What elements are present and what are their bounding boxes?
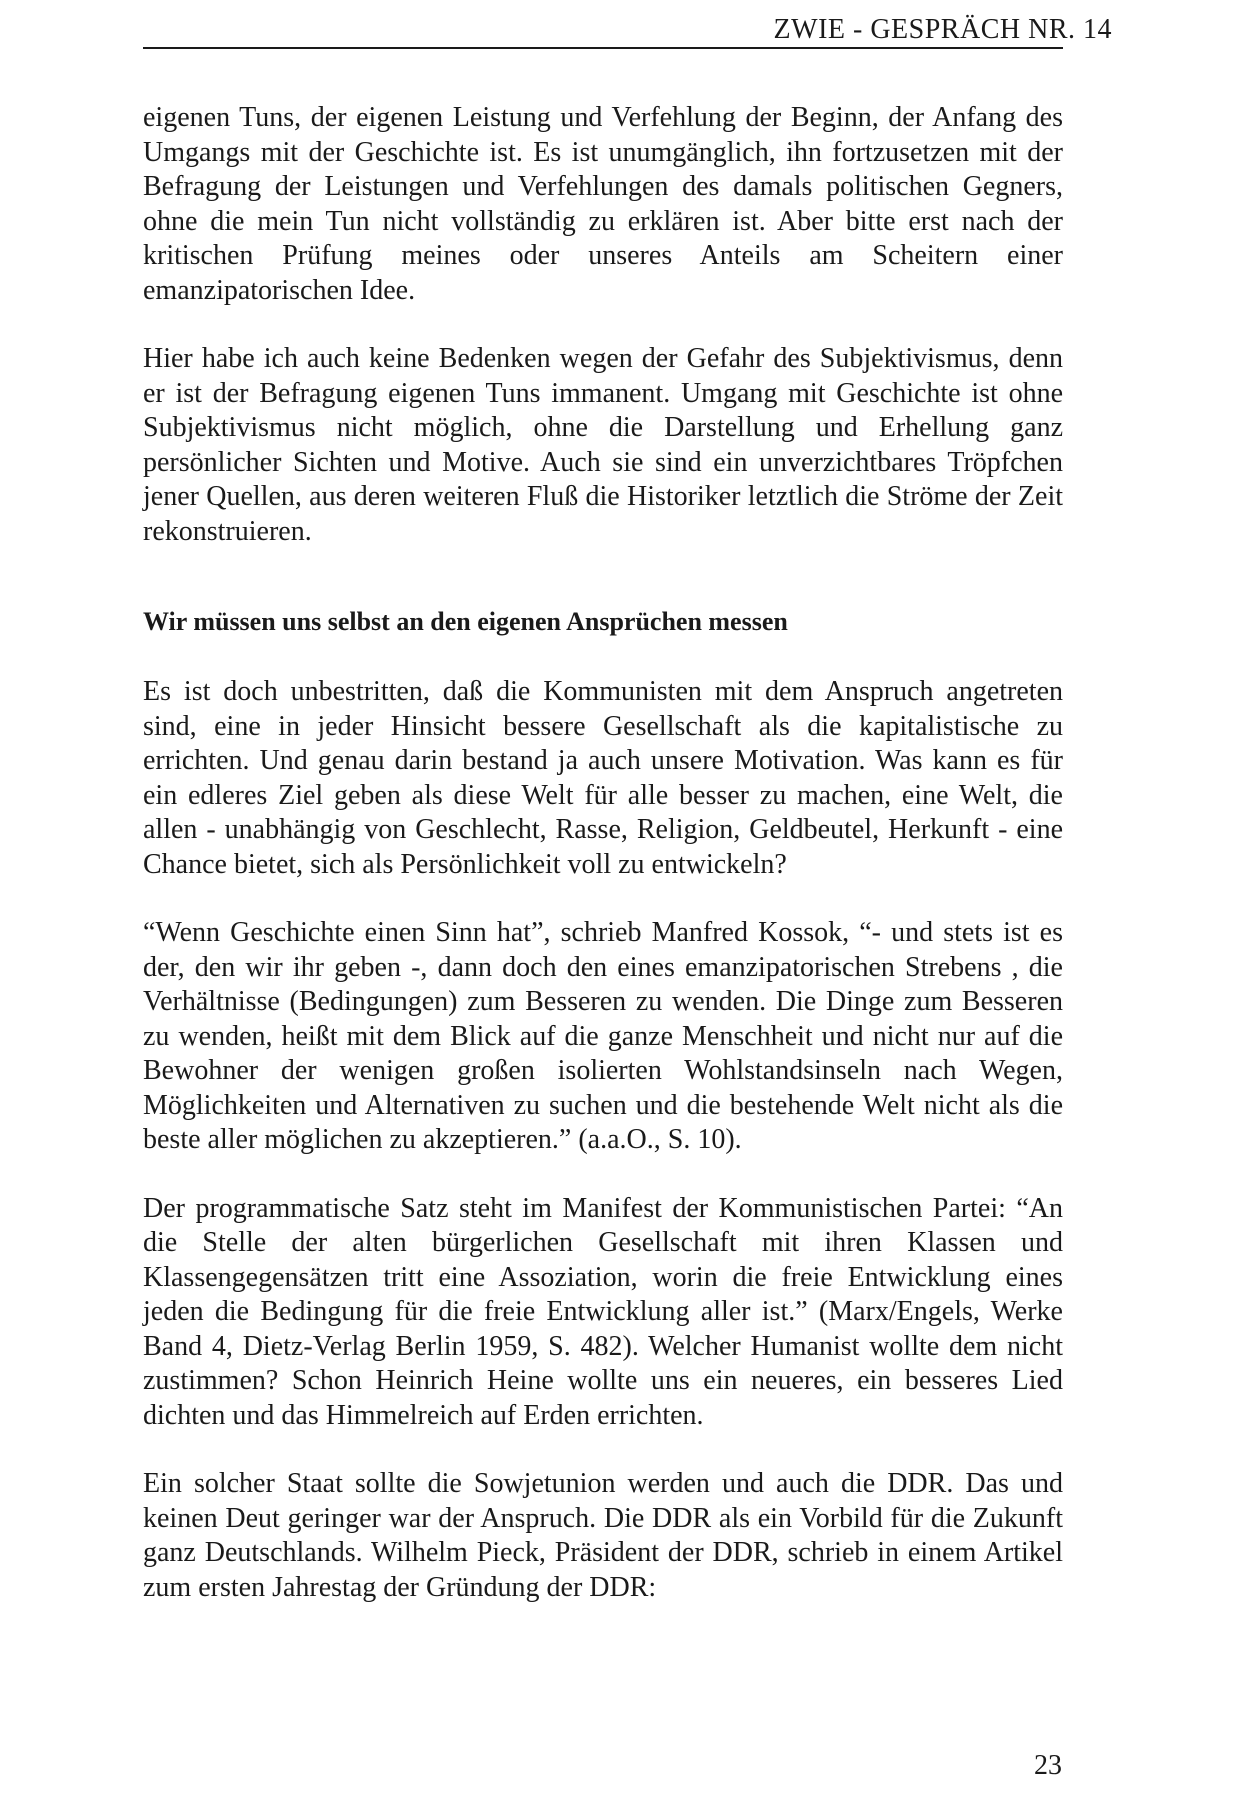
paragraph: Es ist doch unbestritten, daß die Kommunisten mit dem Anspruch angetreten sind, eine in jeder Hinsicht bessere Gesellschaft als die kapitalistische zu errichten. Und genau darin bestand ja auch unsere Motivation. Was kann es für ein edleres Ziel geben als diese Welt für alle besser zu machen, eine Welt, die allen - unabhängig von Geschlecht, Rasse, Religion, Geldbeutel, Herkunft - eine Chance bietet, sich als Persönlichkeit voll zu entwickeln? [143,676,1063,880]
paragraph: eigenen Tuns, der eigenen Leistung und Verfehlung der Beginn, der Anfang des Umgangs mit der Geschichte ist. Es ist unumgänglich, ihn fortzusetzen mit der Befragung der Leistungen und Verfehlungen des damals politischen Gegners, ohne die mein Tun nicht vollständig zu erklären ist. Aber bitte erst nach der kritischen Prüfung meines oder unseres Anteils am Scheitern einer emanzipatorischen Idee. [143,102,1063,306]
page-number: 23 [1034,1750,1062,1781]
main-text [143,101,1063,1605]
paragraph: Hier habe ich auch keine Bedenken wegen der Gefahr des Subjektivismus, denn er ist der Befragung eigenen Tuns immanent. Umgang mit Geschichte ist ohne Subjektivismus nicht möglich, ohne die Darstellung und Erhellung ganz persönlicher Sichten und Motive. Auch sie sind ein unverzichtbares Tröpfchen jener Quellen, aus deren weiteren Fluß die Historiker letztlich die Ströme der Zeit rekonstruieren. [143,343,1063,547]
paragraph: “Wenn Geschichte einen Sinn hat”, schrieb Manfred Kossok, “- und stets ist es der, den wir ihr geben -, dann doch den eines emanzipatorischen Strebens , die Verhältnisse (Bedingungen) zum Besseren zu wenden. Die Dinge zum Besseren zu wenden, heißt mit dem Blick auf die ganze Menschheit und nicht nur auf die Bewohner der wenigen großen isolierten Wohlstandsinseln nach Wegen, Möglichkeiten und Alternativen zu suchen und die bestehende Welt nicht als die beste aller möglichen zu akzeptieren.” (a.a.O., S. 10). [143,917,1063,1155]
section-heading: Wir müssen uns selbst an den eigenen Ansprüchen messen [143,607,788,636]
header-rule [143,47,1063,49]
running-header: ZWIE - GESPRÄCH NR. 14 [773,14,1112,45]
paragraph: Ein solcher Staat sollte die Sowjetunion werden und auch die DDR. Das und keinen Deut geringer war der Anspruch. Die DDR als ein Vorbild für die Zukunft ganz Deutschlands. Wilhelm Pieck, Präsident der DDR, schrieb in einem Artikel zum ersten Jahrestag der Gründung der DDR: [143,1468,1063,1603]
paragraph: Der programmatische Satz steht im Manifest der Kommunistischen Partei: “An die Stelle der alten bürgerlichen Gesellschaft mit ihren Klassen und Klassengegensätzen tritt eine Assoziation, worin die freie Entwicklung eines jeden die Bedingung für die freie Entwicklung aller ist.” (Marx/Engels, Werke Band 4, Dietz-Verlag Berlin 1959, S. 482). Welcher Humanist wollte dem nicht zustimmen? Schon Heinrich Heine wollte uns ein neueres, ein besseres Lied dichten und das Himmelreich auf Erden errichten. [143,1192,1063,1431]
